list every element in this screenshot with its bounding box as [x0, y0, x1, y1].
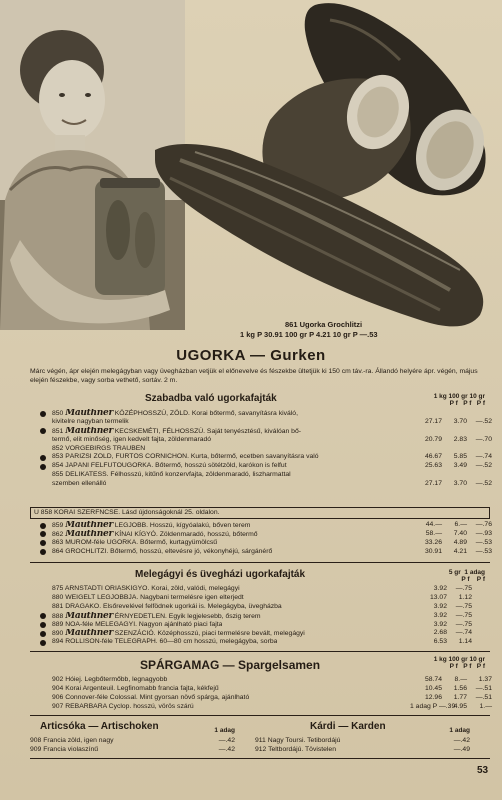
item-prices [417, 676, 492, 685]
item-prices [422, 629, 472, 638]
brand-signature: Mauthner [65, 611, 113, 621]
section-title-outdoor: Szabadba való ugorkafajták [145, 393, 277, 404]
list-item [30, 737, 235, 746]
item-text: 888 Mauthner ÉRNYEDETLEN. Egyik legjelesebb, őszig terem [52, 611, 261, 621]
bullet-icon [40, 631, 46, 637]
price-cell: 1.14 [458, 638, 472, 646]
item-prices [417, 453, 492, 462]
item-prices [210, 746, 235, 755]
list-item [52, 521, 492, 530]
item-text: 890 Mauthner SZENZÁCIÓ. Középhosszú, piaci termelésre bevált, melegágyi [52, 629, 305, 639]
item-text: 906 Connover-féle Colossal. Mint gyorsan növő spárga, ajánlható [52, 693, 250, 701]
price-cell: —.52 [475, 417, 492, 425]
bullet-icon [40, 428, 46, 434]
list-item [52, 480, 492, 489]
item-text: 909 Francia violaszínű [30, 745, 99, 753]
cucumber-illustration [150, 0, 502, 332]
item-text: 853 PÁRIZSI ZÖLD, FÜRTÖS CORNICHON. Kurta, bőtermő, ecetben savanyításra való [52, 453, 319, 461]
list-item [52, 612, 472, 621]
price-cell: —.53 [475, 538, 492, 546]
price-cell: 3.92 [433, 620, 447, 628]
price-cell: —.42 [218, 737, 235, 744]
item-text: termő, elit minőség, igen kedvelt fajta, zöldenmaradó [52, 435, 212, 443]
item-text: 859 Mauthner LEGJOBB. Hosszú, kígyóalakú, bőven terem [52, 521, 251, 530]
artichoke-list [30, 737, 235, 755]
item-text: 902 Hóiej. Legbőtermőbb, legnagyobb [52, 676, 168, 683]
bullet-icon [40, 622, 46, 628]
brand-signature: Mauthner [65, 529, 113, 539]
price-cell: —.75 [455, 602, 472, 610]
price-cell: 30.91 [424, 547, 442, 555]
page-heading: UGORKA — Gurken [176, 347, 326, 364]
list-item [52, 703, 492, 712]
list-item [255, 746, 470, 755]
price-cell: —.70 [475, 435, 492, 443]
price-cell: —.74 [475, 453, 492, 461]
price-cell: 12.96 [424, 693, 442, 701]
item-prices [417, 685, 492, 694]
item-text: 894 ROLLISON-féle TELEGRAPH. 60—80 cm hosszú, melegágyba, sorba [52, 638, 278, 646]
bullet-icon [40, 455, 46, 461]
list-item [52, 603, 472, 612]
item-text: 881 DRÁGAKŐ. Elsőrevelével felfödnek ugorkái is. Melegágyba, üvegházba [52, 602, 282, 610]
item-prices [417, 539, 492, 548]
item-text: 912 Teltbordájú. Tövistelen [255, 745, 336, 753]
brand-signature: Mauthner [65, 426, 113, 436]
list-item [52, 471, 492, 480]
bullet-icon [40, 523, 46, 529]
item-text: 904 Korai Argenteuil. Legfinomabb francia fajta, kékfejű [52, 684, 219, 692]
bullet-icon [40, 411, 46, 417]
bullet-icon [40, 640, 46, 646]
divider [30, 715, 490, 716]
price-cell: 1.56 [453, 684, 467, 692]
price-cell: —.42 [453, 737, 470, 744]
price-cell: —.76 [475, 521, 492, 528]
price-cell: 27.17 [424, 480, 442, 488]
item-text: 911 Nagy Toursi. Tetibordájú [255, 737, 341, 744]
item-text: 907 REBARBARA Cyclop. hosszú, vörös szárú [52, 702, 194, 710]
list-item [52, 530, 492, 539]
price-cell: 4.95 [453, 702, 467, 710]
item-prices [422, 638, 472, 647]
list-item [52, 548, 492, 557]
price-cell: —.93 [475, 529, 492, 537]
caption-prices: 1 kg P 30.91 100 gr P 4.21 10 gr P —.53 [240, 330, 378, 339]
list-item [52, 629, 472, 638]
item-text: szemben ellenálló [52, 480, 107, 488]
page-number: 53 [477, 765, 489, 776]
price-cell: 58.— [425, 529, 442, 537]
item-text: 875 ARNSTADTI ÓRIÁSKÍGYÓ. Korai, zöld, valódi, melegágyi [52, 585, 240, 592]
item-prices [445, 737, 470, 746]
item-prices [410, 703, 492, 712]
column-header-artichoke: 1 adag [214, 727, 235, 734]
price-cell: —.74 [455, 629, 472, 637]
list-item [52, 409, 492, 418]
list-item [52, 585, 472, 594]
price-cell: —.75 [455, 585, 472, 592]
price-cell: 1.37 [478, 676, 492, 683]
column-header-outdoor: 1 kg 100 gr 10 gr P f P f P f [433, 393, 485, 407]
price-cell: 3.70 [453, 417, 467, 425]
item-prices [417, 418, 492, 427]
item-prices [210, 737, 235, 746]
outdoor-variety-list-2 [52, 521, 492, 557]
bullet-icon [40, 613, 46, 619]
price-cell: 2.83 [453, 435, 467, 443]
price-cell: 13.07 [429, 593, 447, 601]
item-prices [417, 521, 492, 530]
item-prices [422, 603, 472, 612]
bullet-icon [40, 464, 46, 470]
column-header-greenhouse: 5 gr 1 adag P f P f [448, 569, 485, 583]
item-text: 880 WEIGELT LEGJOBBJA. Nagybani termelésre igen elterjedt [52, 593, 244, 601]
price-cell: 3.49 [453, 462, 467, 470]
cucumber-icon [150, 0, 502, 332]
list-item [52, 638, 472, 647]
list-item [52, 453, 492, 462]
price-cell: —.75 [455, 620, 472, 628]
item-prices [422, 585, 472, 594]
greenhouse-variety-list [52, 585, 472, 647]
item-text: 852 VORGEBIRGS TRAUBEN [52, 444, 146, 452]
item-prices [417, 480, 492, 489]
bullet-icon [40, 531, 46, 537]
list-item [52, 594, 472, 603]
price-cell: —.51 [475, 684, 492, 692]
list-item [52, 445, 492, 454]
price-cell: 20.79 [424, 435, 442, 443]
list-item [52, 621, 472, 630]
price-cell: 1.12 [458, 593, 472, 601]
price-cell: 4.21 [453, 547, 467, 555]
list-item [52, 539, 492, 548]
item-text: 850 Mauthner KÖZÉPHOSSZÚ, ZÖLD. Korai bőtermő, savanyításra kiváló, [52, 409, 298, 418]
price-cell: 6.53 [433, 638, 447, 646]
price-cell: 2.68 [433, 629, 447, 637]
price-cell: 27.17 [424, 417, 442, 425]
price-cell: 25.63 [424, 462, 442, 470]
section-title-cardoon: Kárdi — Karden [310, 721, 386, 732]
item-prices [445, 746, 470, 755]
price-cell: 58.74 [424, 676, 442, 683]
list-item [52, 685, 492, 694]
price-cell: 10.45 [424, 684, 442, 692]
price-cell: 4.89 [453, 538, 467, 546]
bullet-icon [40, 540, 46, 546]
list-item [52, 418, 492, 427]
item-prices [417, 530, 492, 539]
item-prices [417, 436, 492, 445]
brand-signature: Mauthner [65, 629, 113, 639]
bullet-icon [40, 549, 46, 555]
price-cell: 44.— [425, 521, 442, 528]
photo-caption [240, 320, 378, 340]
item-prices [417, 462, 492, 471]
price-cell: 3.92 [433, 602, 447, 610]
list-item [52, 694, 492, 703]
item-text: 862 Mauthner KÍNAI KÍGYÓ. Zöldenmaradó, hosszú, bőtermő [52, 529, 258, 539]
price-cell: 8.— [454, 676, 467, 683]
new-variety-box: U 858 KORAI SZERFNCSE. Lásd újdonságoknál 25. oldalon. [30, 507, 490, 519]
outdoor-variety-list [52, 409, 492, 489]
price-cell: —.52 [475, 480, 492, 488]
price-cell: —.52 [475, 462, 492, 470]
price-cell: 3.70 [453, 480, 467, 488]
list-item [52, 676, 492, 685]
price-cell: —.49 [453, 745, 470, 753]
item-text: 864 GROCHLITZI. Bőtermő, hosszú, eltevésre jó, vékonyhéjú, sárgánérő [52, 547, 273, 555]
price-cell: —.53 [475, 547, 492, 555]
list-item [30, 746, 235, 755]
section-title-greenhouse: Melegágyi és üvegházi ugorkafajták [135, 569, 306, 580]
column-header-asparagus: 1 kg 100 gr 10 gr P f P f P f [433, 656, 485, 670]
item-prices [422, 612, 472, 621]
price-cell: —.42 [218, 745, 235, 753]
divider [30, 651, 490, 652]
item-text: 851 Mauthner KECSKEMÉTI, FÉLHOSSZÚ. Saját tenyésztésű, kiválóan bő- [52, 426, 302, 436]
price-cell: 5.85 [453, 453, 467, 461]
price-cell: 33.26 [424, 538, 442, 546]
item-prices [417, 548, 492, 557]
brand-signature: Mauthner [65, 409, 113, 418]
divider [30, 562, 490, 563]
section-title-asparagus: SPÁRGAMAG — Spargelsamen [140, 658, 321, 672]
column-header-cardoon: 1 adag [449, 727, 470, 734]
price-cell: 3.92 [433, 585, 447, 592]
item-prices [417, 694, 492, 703]
list-item [52, 462, 492, 471]
item-text: 854 JAPÁNI FELFUTÓUGORKA. Bőtermő, hosszú sötétzöld, karókon is felfut [52, 462, 287, 470]
divider [30, 758, 490, 759]
item-text: 908 Francia zöld, igen nagy [30, 737, 114, 744]
item-prices [422, 621, 472, 630]
section-title-artichoke: Articsóka — Artischoken [40, 721, 159, 732]
caption-title: 861 Ugorka Grochlitzi [285, 320, 363, 329]
item-text: 855 DELIKATESS. Félhosszú, kitűnő konzervfajta, zöldenmaradó, liszharmattal [52, 471, 291, 479]
price-cell: 1.77 [453, 693, 467, 701]
brand-signature: Mauthner [65, 521, 113, 530]
intro-text: Márc végén, ápr elején melegágyban vagy üvegházban vetjük el előnevelve és fészekbe ültetjük ki 150 cm táv.-ra. Állandó helyére ápr. végén, május elején fészekbe, vagy sorba vethető, sortáv. 2 m. [30, 368, 478, 384]
cardoon-list [255, 737, 470, 755]
list-item [52, 427, 492, 436]
price-cell: —.51 [475, 693, 492, 701]
price-cell: —.75 [455, 611, 472, 619]
item-prices [422, 594, 472, 603]
list-item [255, 737, 470, 746]
list-item [52, 436, 492, 445]
price-cell: 7.40 [453, 529, 467, 537]
asparagus-variety-list [52, 676, 492, 712]
price-cell: 3.92 [433, 611, 447, 619]
price-cell: 1 adag P —.39 [410, 702, 456, 710]
price-cell: 1.— [479, 702, 492, 710]
item-text: kivitelre nagyban termelik [52, 417, 129, 425]
item-text: 889 NOA-féle MELEGÁGYI. Nagyon ajánlható piaci fajta [52, 620, 223, 628]
price-cell: 6.— [454, 521, 467, 528]
item-text: 863 MUROM-féle UGORKA. Bőtermő, kurtagyümölcsű [52, 538, 218, 546]
price-cell: 46.67 [424, 453, 442, 461]
